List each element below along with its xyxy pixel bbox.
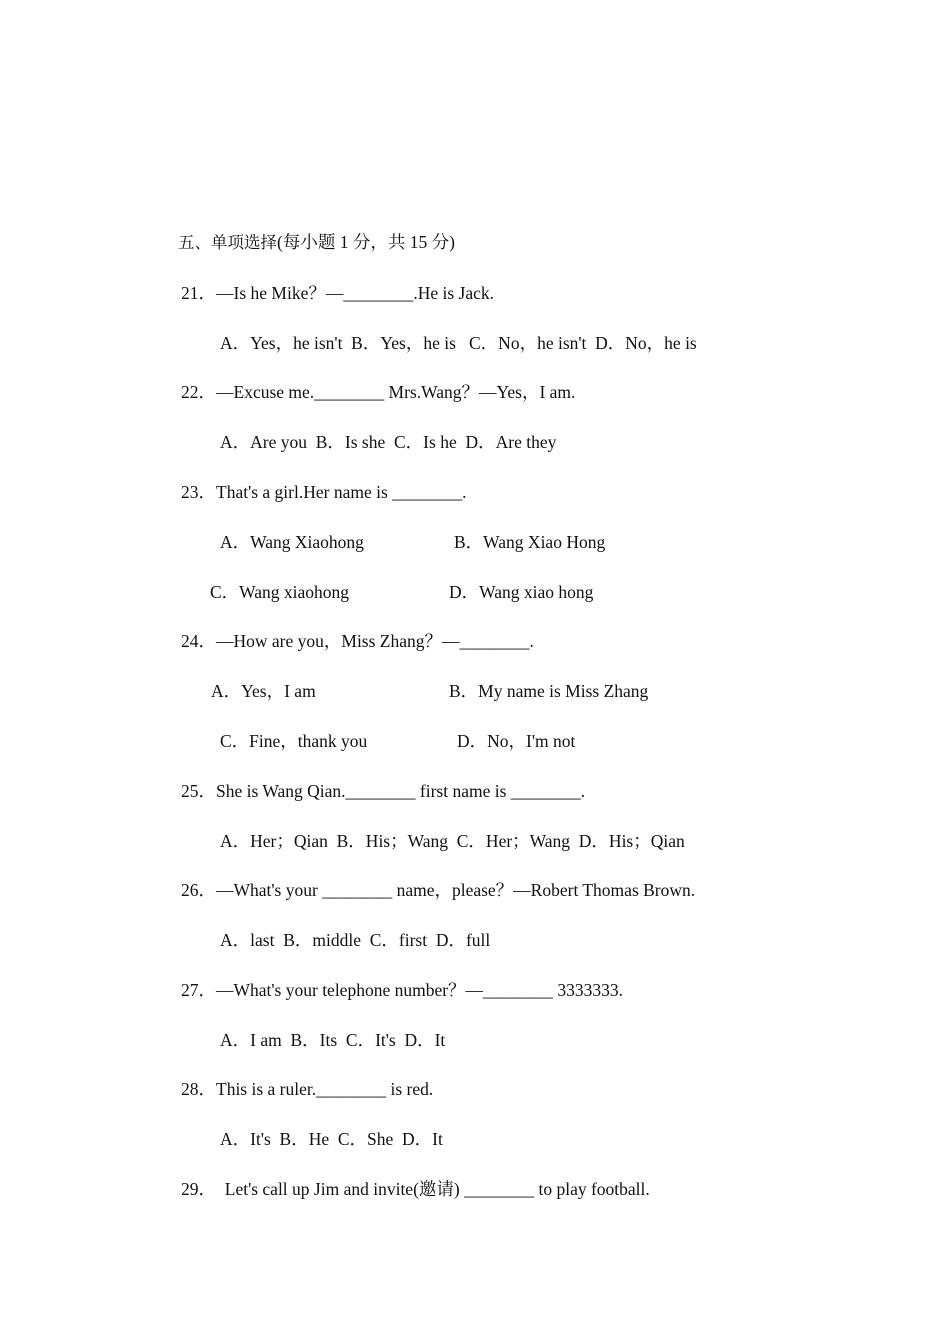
question-23-option-c: C．Wang xiaohong — [210, 582, 350, 602]
question-23-option-d: D．Wang xiao hong — [449, 582, 594, 602]
question-28-options: A．It's B．He C．She D．It — [220, 1129, 443, 1149]
question-21-options: A．Yes，he isn't B．Yes，he is C．No，he isn't D．No，he is — [220, 333, 697, 353]
question-24-option-d: D．No，I'm not — [457, 731, 576, 751]
question-26-options: A．last B．middle C．first D．full — [220, 930, 491, 950]
question-27: 27．—What's your telephone number？—________ 3333333. — [181, 980, 624, 1000]
question-29: 29． Let's call up Jim and invite(邀请) ________ to play football. — [181, 1179, 650, 1199]
question-24-option-a: A．Yes，I am — [211, 681, 316, 701]
question-21: 21．—Is he Mike？—________.He is Jack. — [181, 283, 495, 303]
question-24-option-b: B．My name is Miss Zhang — [449, 681, 649, 701]
question-22-options: A．Are you B．Is she C．Is he D．Are they — [220, 432, 557, 452]
question-24: 24．—How are you，Miss Zhang？—________. — [181, 631, 534, 651]
section-title: 五、单项选择 — [178, 233, 277, 252]
question-28: 28．This is a ruler.________ is red. — [181, 1079, 434, 1099]
question-27-options: A．I am B．Its C．It's D．It — [220, 1030, 446, 1050]
question-22: 22．—Excuse me.________ Mrs.Wang？—Yes，I am. — [181, 382, 576, 402]
section-heading — [178, 230, 455, 254]
question-24-option-c: C．Fine，thank you — [220, 731, 368, 751]
question-23: 23．That's a girl.Her name is ________. — [181, 482, 467, 502]
question-25-options: A．Her；Qian B．His；Wang C．Her；Wang D．His；Qian — [220, 831, 685, 851]
question-23-option-a: A．Wang Xiaohong — [220, 532, 364, 552]
question-25: 25．She is Wang Qian.________ first name is ________. — [181, 781, 586, 801]
question-23-option-b: B．Wang Xiao Hong — [454, 532, 606, 552]
question-26: 26．—What's your ________ name，please？—Robert Thomas Brown. — [181, 880, 696, 900]
section-subtitle: (每小题 1 分，共 15 分) — [277, 232, 455, 252]
